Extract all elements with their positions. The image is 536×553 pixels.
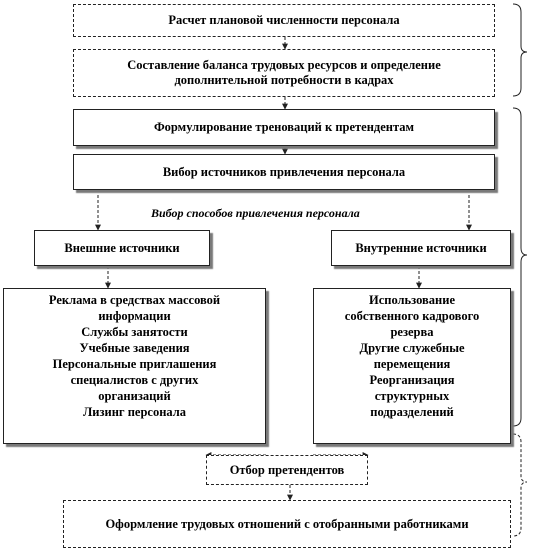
brace-stage-one <box>513 4 527 96</box>
internal-method-line: перемещения <box>373 357 451 371</box>
external-method-line: организаций <box>98 389 171 403</box>
external-method-line: информации <box>98 309 171 323</box>
internal-method-line: Реорганизация <box>369 373 455 387</box>
box-headcount-calculation <box>73 4 495 37</box>
box-external-sources-label: Внешние источники <box>64 240 180 255</box>
box-internal-methods <box>313 288 511 444</box>
box-external-methods <box>3 288 266 444</box>
external-method-line: Реклама в средствах массовой <box>48 293 221 307</box>
box-headcount-calculation-label: Расчет плановой численности персонала <box>168 13 400 27</box>
methods-caption: Вибор способов привлечения персонала <box>151 206 360 220</box>
box-candidate-requirements <box>73 109 495 146</box>
internal-method-line: Другие служебные <box>359 341 465 355</box>
box-sources-choice-label: Вибор источников привлечения персонала <box>162 164 406 179</box>
box-internal-sources <box>331 230 511 266</box>
external-method-line: Службы занятости <box>81 325 188 339</box>
box-candidate-selection-label: Отбор претендентов <box>229 462 345 477</box>
box-candidate-selection <box>206 455 368 485</box>
box-external-sources <box>34 230 210 266</box>
external-method-line: Учебные заведения <box>79 341 190 355</box>
external-method-line: Персональные приглашения <box>52 357 217 371</box>
box-labor-balance-label: Составление баланса трудовых ресурсов и определение дополнительной потребности в кадрах <box>127 58 441 87</box>
internal-method-line: подразделений <box>370 405 454 419</box>
external-method-line: специалистов с других <box>70 373 199 387</box>
box-employment-formalization <box>63 500 511 548</box>
internal-method-line: структурных <box>374 389 450 403</box>
internal-method-line: собственного кадрового <box>344 309 480 323</box>
box-sources-choice <box>73 154 495 190</box>
box-internal-sources-label: Внутренние источники <box>355 240 487 255</box>
internal-method-line: резерва <box>390 325 434 339</box>
external-method-line: Лизинг персонала <box>82 405 187 419</box>
box-candidate-requirements-label: Формулирование треноваций к претендентам <box>153 120 415 134</box>
box-employment-formalization-label: Оформление трудовых отношений с отобранными работниками <box>105 516 469 531</box>
box-labor-balance <box>73 49 495 97</box>
brace-stage-two <box>513 108 527 426</box>
internal-method-line: Использование <box>368 293 456 307</box>
brace-stage-three <box>513 434 527 536</box>
